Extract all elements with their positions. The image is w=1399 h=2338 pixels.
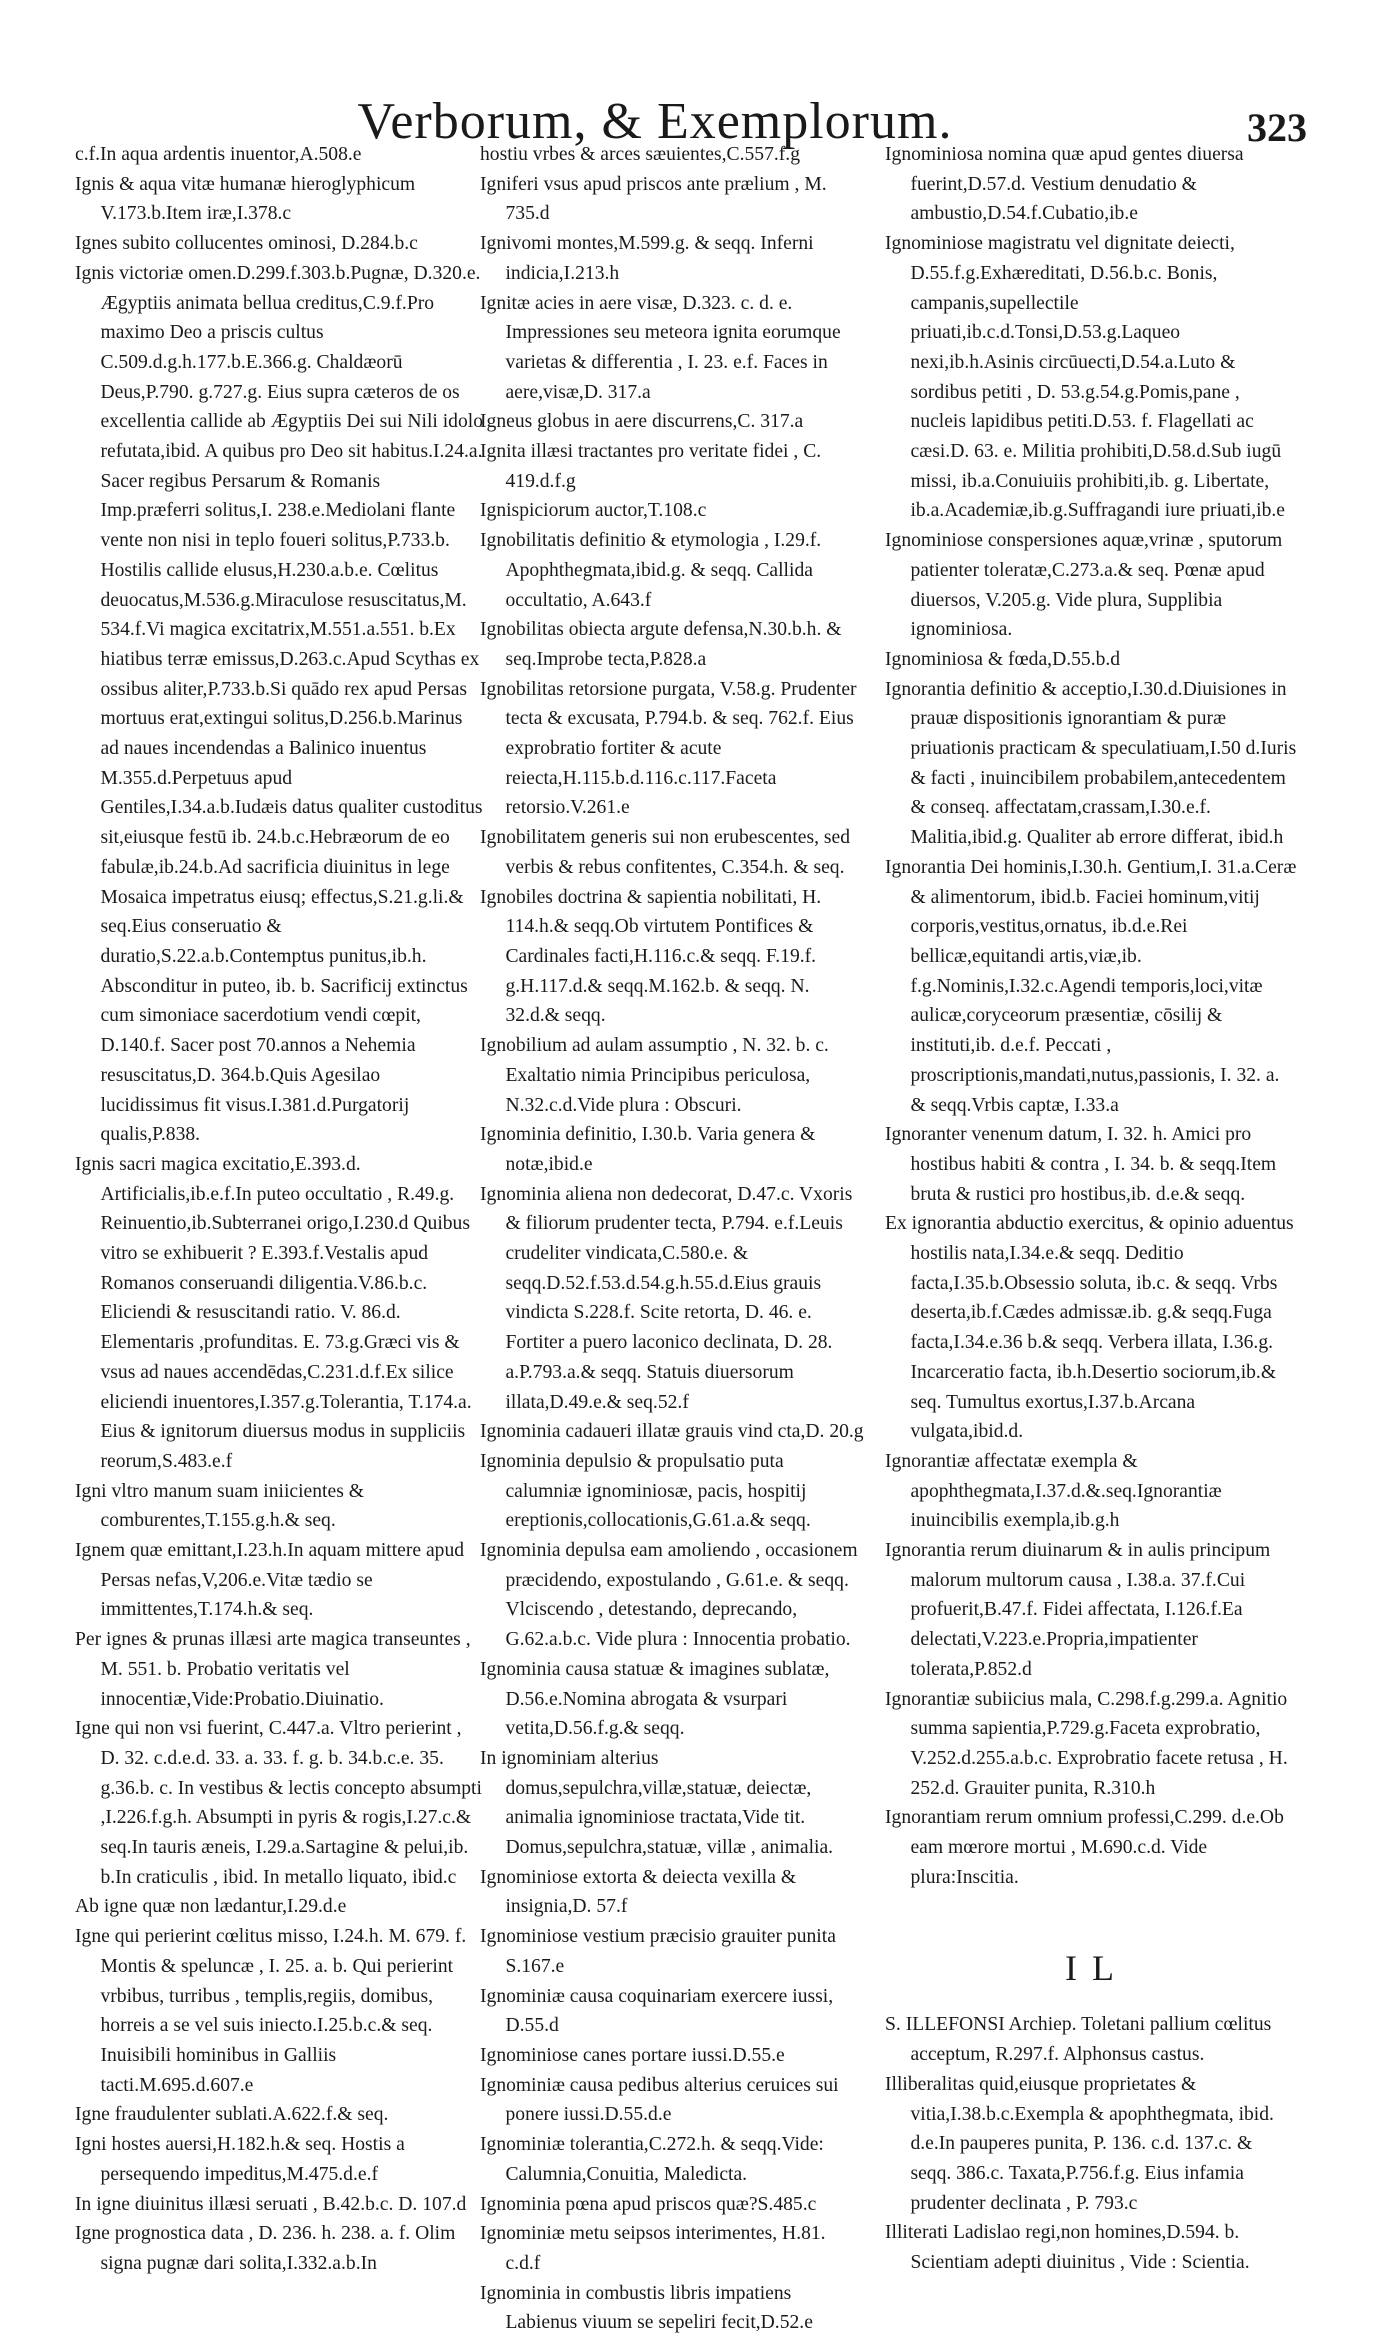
index-entry: Ignominia depulsio & propulsatio puta calumniæ ignominiosæ, pacis, hospitij ereptionis,collocationis,G.61.a.& seqq. — [480, 1450, 811, 1532]
index-entry: Ignominia in combustis libris impatiens Labienus viuum se sepeliri fecit,D.52.e — [480, 2282, 813, 2334]
index-entry: Igneus globus in aere discurrens,C. 317.a — [480, 411, 804, 433]
index-entry: Ab igne quæ non lædantur,I.29.d.e — [75, 1896, 347, 1918]
index-entry: Illiberalitas quid,eiusque proprietates & vitia,I.38.b.c.Exempla & apophthegmata, ibid. d.e.In pauperes punita, P. 136. c.d. 137.c. & seqq. 386.c. Taxata,P.756.f.g. Eius infamia prudenter declinata , P. 793.c — [885, 2073, 1274, 2214]
index-entry: Per ignes & prunas illæsi arte magica transeuntes , M. 551. b. Probatio veritatis vel innocentiæ,Vide:Probatio.Diuinatio. — [75, 1629, 471, 1710]
index-entry: c.f.In aqua ardentis inuentor,A.508.e — [75, 144, 362, 165]
index-entry: Ignispiciorum auctor,T.108.c — [480, 500, 707, 522]
index-entry: Ignominia definitio, I.30.b. Varia genera & notæ,ibid.e — [480, 1124, 816, 1175]
index-entry: Ignorantiæ subiicius mala, C.298.f.g.299.a. Agnitio summa sapientia,P.729.g.Faceta exprobratio, V.252.d.255.a.b.c. Exprobratio facete retusa , H. 252.d. Grauiter punita, R.310.h — [885, 1688, 1288, 1799]
index-entry: hostiu vrbes & arces sæuientes,C.557.f.g — [480, 144, 800, 165]
index-entry: Ignis sacri magica excitatio,E.393.d. Artificialis,ib.e.f.In puteo occultatio , R.49.g. Reinuentio,ib.Subterranei origo,I.230.d Quibus vitro se exhibuerit ? E.393.f.Vestalis apud Romanos conseruandi diligentia.V.86.b.c. Eliciendi & resuscitandi ratio. V. 86.d. Elementaris ,profunditas. E. 73.g.Græci vis & vsus ad naues accendēdas,C.231.d.f.Ex silice eliciendi inuentores,I.357.g.Tolerantia, T.174.a. Eius & ignitorum diuersus modus in suppliciis reorum,S.483.e.f — [75, 1153, 472, 1472]
index-entry: Ignominiosa & fœda,D.55.b.d — [885, 648, 1121, 670]
index-entry: Ignominia pœna apud priscos quæ?S.485.c — [480, 2193, 817, 2215]
index-entry: S. ILLEFONSI Archiep. Toletani pallium cœlitus acceptum, R.297.f. Alphonsus castus. — [885, 2014, 1272, 2066]
index-entry: Ignes subito collucentes ominosi, D.284.b.c — [75, 233, 418, 255]
index-entry: In igne diuinitus illæsi seruati , B.42.b.c. D. 107.d — [75, 2193, 467, 2215]
index-entry: Igne qui perierint cœlitus misso, I.24.h. M. 679. f. Montis & speluncæ , I. 25. a. b. Qui perierint vrbibus, turribus , templis,regiis, domibus, horreis a se vel suis iniecto.I.25.b.c.& seq. Inuisibili hominibus in Galliis tacti.M.695.d.607.e — [75, 1926, 467, 2096]
index-entry: Ignobilitatem generis sui non erubescentes, sed verbis & rebus confitentes, C.354.h. & seq. — [480, 827, 851, 878]
index-entry: Ignominiæ tolerantia,C.272.h. & seqq.Vide: Calumnia,Conuitia, Maledicta. — [480, 2134, 824, 2185]
index-entry: Ignominia causa statuæ & imagines sublatæ, D.56.e.Nomina abrogata & vsurpari vetita,D.56.f.g.& seqq. — [480, 1658, 830, 1740]
index-entry: Ignominia cadaueri illatæ grauis vind cta,D. 20.g — [480, 1421, 864, 1443]
index-column-right — [885, 140, 1297, 2274]
index-column-left — [75, 140, 484, 2274]
index-entry: In ignominiam alterius domus,sepulchra,villæ,statuæ, deiectæ, animalia ignominiose tractata,Vide tit. Domus,sepulchra,statuæ, villæ , animalia. — [480, 1747, 834, 1859]
index-entry: Igne prognostica data , D. 236. h. 238. a. f. Olim signa pugnæ dari solita,I.332.a.b.In — [75, 2223, 456, 2274]
index-entry: Illiterati Ladislao regi,non homines,D.594. b. Scientiam adepti diuinitus , Vide : Scientia. — [885, 2222, 1250, 2274]
index-entry: Ignominiose magistratu vel dignitate deiecti, D.55.f.g.Exhæreditati, D.56.b.c. Bonis, campanis,supellectile priuati,ib.c.d.Tonsi,D.53.g.Laqueo nexi,ib.h.Asinis circūuecti,D.54.a.Luto & sordibus petiti , D. 53.g.54.g.Pomis,pane , nucleis lapidibus petiti.D.53. f. Flagellati ac cæsi.D. 63. e. Militia prohibiti,D.58.d.Sub iugū missi, ib.a.Conuiuiis prohibiti,ib. g. Libertate, ib.a.Academiæ,ib.g.Suffragandi iure priuati,ib.e — [885, 233, 1286, 522]
index-entry: Ignobilitatis definitio & etymologia , I.29.f. Apophthegmata,ibid.g. & seqq. Callida occultatio, A.643.f — [480, 530, 822, 611]
index-entry: Ignitæ acies in aere visæ, D.323. c. d. e. Impressiones seu meteora ignita eorumque varietas & differentia , I. 23. e.f. Faces in aere,visæ,D. 317.a — [480, 292, 841, 403]
index-entry: Ignobilium ad aulam assumptio , N. 32. b. c. Exaltatio nimia Principibus periculosa, N.32.c.d.Vide plura : Obscuri. — [480, 1035, 829, 1116]
index-entry: Ignominiose extorta & deiecta vexilla & insignia,D. 57.f — [480, 1866, 797, 1918]
index-entry: Ex ignorantia abductio exercitus, & opinio aduentus hostilis nata,I.34.e.& seqq. Deditio facta,I.35.b.Obsessio soluta, ib.c. & seqq. Vrbs deserta,ib.f.Cædes admissæ.ib. g.& seqq.Fuga facta,I.34.e.36 b.& seqq. Verbera illata, I.36.g. Incarceratio facta, ib.h.Desertio sociorum,ib.& seq. Tumultus exortus,I.37.b.Arcana vulgata,ibid.d. — [885, 1213, 1294, 1443]
index-entry: Ignorantia Dei hominis,I.30.h. Gentium,I. 31.a.Ceræ & alimentorum, ibid.b. Faciei hominum,vitij corporis,vestitus,ornatus, ib.d.e.Rei bellicæ,equitandi artis,viæ,ib. f.g.Nominis,I.32.c.Agendi temporis,loci,vitæ aulicæ,coryceorum præsentiæ, cōsilij & instituti,ib. d.e.f. Peccati , proscriptionis,mandati,nutus,passionis, I. 32. a. & seqq.Vrbis captæ, I.33.a — [885, 856, 1297, 1116]
index-entry: Ignis victoriæ omen.D.299.f.303.b.Pugnæ, D.320.e. Ægyptiis animata bellua creditus,C.9.f.Pro maximo Deo a priscis cultus C.509.d.g.h.177.b.E.366.g. Chaldæorū Deus,P.790. g.727.g. Eius supra cæteros de os excellentia callide ab Ægyptiis Dei sui Nili idolo refutata,ibid. A quibus pro Deo sit habitus.I.24.a. Sacer regibus Persarum & Romanis Imp.præferri solitus,I. 238.e.Mediolani flante vente non nisi in teplo foueri solitus,P.733.b. Hostilis callide elusus,H.230.a.b.e. Cœlitus deuocatus,M.536.g.Miraculose resuscitatus,M. 534.f.Vi magica excitatrix,M.551.a.551. b.Ex hiatibus terræ emissus,D.263.c.Apud Scythas ex ossibus aliter,P.733.b.Si quādo rex apud Persas mortuus erat,extingui solitus,D.256.b.Marinus ad naues incendendas a Balinico inuentus M.355.d.Perpetuus apud Gentiles,I.34.a.b.Iudæis datus qualiter custoditus sit,eiusque festū ib. 24.b.c.Hebræorum de eo fabulæ,ib.24.b.Ad sacrificia diuinitus in lege Mosaica impetratus eiusq; effectus,S.21.g.li.& seq.Eius conseruatio & duratio,S.22.a.b.Contemptus punitus,ib.h. Absconditur in puteo, ib. b. Sacrificij extinctus cum simoniace sacerdotium vendi cœpit, D.140.f. Sacer post 70.annos a Nehemia resuscitatus,D. 364.b.Quis Agesilao lucidissimus fit visus.I.381.d.Purgatorij qualis,P.838. — [75, 262, 484, 1146]
index-entry: Ignorantia definitio & acceptio,I.30.d.Diuisiones in prauæ dispositionis ignorantiam & puræ priuationis practicam & speculatiuam,I.50 d.Iuris & facti , inuincibilem probabilem,antecedentem & conseq. affectatam,crassam,I.30.e.f. Malitia,ibid.g. Qualiter ab errore differat, ibid.h — [885, 678, 1297, 849]
index-entry: Igne qui non vsi fuerint, C.447.a. Vltro perierint , D. 32. c.d.e.d. 33. a. 33. f. g. b. 34.b.c.e. 35. g.36.b. c. In vestibus & lectis concepto absumpti ,I.226.f.g.h. Absumpti in pyris & rogis,I.27.c.& seq.In tauris æneis, I.29.a.Sartagine & pelui,ib. b.In craticulis , ibid. In metallo liquato, ibid.c — [75, 1718, 482, 1888]
index-entry: Ignorantiæ affectatæ exempla & apophthegmata,I.37.d.&.seq.Ignorantiæ inuincibilis exempla,ib.g.h — [885, 1450, 1222, 1532]
index-entry: Ignominiose canes portare iussi.D.55.e — [480, 2045, 785, 2066]
index-entry: Ignominiosa nomina quæ apud gentes diuersa fuerint,D.57.d. Vestium denudatio & ambustio,D.54.f.Cubatio,ib.e — [885, 144, 1244, 225]
index-entry: Ignominiose conspersiones aquæ,vrinæ , sputorum patienter toleratæ,C.273.a.& seq. Pœnæ apud diuersos, V.205.g. Vide plura, Supplibia ignominiosa. — [885, 530, 1283, 641]
index-entry: Ignivomi montes,M.599.g. & seqq. Inferni indicia,I.213.h — [480, 233, 814, 284]
index-entry: Ignominia aliena non dedecorat, D.47.c. Vxoris & filiorum prudenter tecta, P.794. e.f.Leuis crudeliter vindicata,C.580.e. & seqq.D.52.f.53.d.54.g.h.55.d.Eius grauis vindicta S.228.f. Scite retorta, D. 46. e. Fortiter a puero laconico declinata, D. 28. a.P.793.a.& seqq. Statuis diuersorum illata,D.49.e.& seq.52.f — [480, 1183, 853, 1413]
index-entry: Ignoranter venenum datum, I. 32. h. Amici pro hostibus habiti & contra , I. 34. b. & seqq.Item bruta & rustici pro hostibus,ib. d.e.& seqq. — [885, 1124, 1277, 1205]
index-entry: Ignominia depulsa eam amoliendo , occasionem præcidendo, expostulando , G.61.e. & seqq. Vlciscendo , detestando, deprecando, G.62.a.b.c. Vide plura : Innocentia probatio. — [480, 1540, 858, 1651]
section-heading-il: I L — [1065, 1948, 1117, 1989]
index-entry: Ignominiose vestium præcisio grauiter punita S.167.e — [480, 1926, 836, 1977]
index-entry: Ignominiæ causa coquinariam exercere iussi, D.55.d — [480, 1985, 834, 2037]
index-entry: Ignominiæ causa pedibus alterius ceruices sui ponere iussi.D.55.d.e — [480, 2074, 839, 2126]
index-entry: Ignominiæ metu seipsos interimentes, H.81. c.d.f — [480, 2223, 826, 2274]
index-entry: Ignobiles doctrina & sapientia nobilitati, H. 114.h.& seqq.Ob virtutem Pontifices & Cardinales facti,H.116.c.& seqq. F.19.f. g.H.117.d.& seqq.M.162.b. & seqq. N. 32.d.& seqq. — [480, 886, 822, 1027]
index-entry: Ignem quæ emittant,I.23.h.In aquam mittere apud Persas nefas,V,206.e.Vitæ tædio se immittentes,T.174.h.& seq. — [75, 1540, 465, 1621]
index-entry: Ignis & aqua vitæ humanæ hieroglyphicum V.173.b.Item iræ,I.378.c — [75, 173, 416, 225]
index-entry: Igni vltro manum suam iniicientes & comburentes,T.155.g.h.& seq. — [75, 1480, 364, 1532]
page-number: 323 — [1247, 105, 1307, 150]
index-entry: Ignobilitas obiecta argute defensa,N.30.b.h. & seq.Improbe tecta,P.828.a — [480, 619, 842, 670]
index-entry: Igni hostes auersi,H.182.h.& seq. Hostis a persequendo impeditus,M.475.d.e.f — [75, 2134, 405, 2185]
index-entry: Ignobilitas retorsione purgata, V.58.g. Prudenter tecta & excusata, P.794.b. & seq. 762.f. Eius exprobratio fortiter & acute reiecta,H.115.b.d.116.c.117.Faceta retorsio.V.261.e — [480, 678, 857, 819]
index-entry: Ignorantia rerum diuinarum & in aulis principum malorum multorum causa , I.38.a. 37.f.Cui profuerit,B.47.f. Fidei affectata, I.126.f.Ea delectati,V.223.e.Propria,impatienter tolerata,P.852.d — [885, 1540, 1271, 1680]
index-entry: Ignorantiam rerum omnium professi,C.299. d.e.Ob eam mœrore mortui , M.690.c.d. Vide plura:Inscitia. — [885, 1807, 1284, 1888]
index-column-middle — [480, 140, 864, 2334]
index-entry: Igniferi vsus apud priscos ante prælium , M. 735.d — [480, 173, 827, 225]
index-entry: Igne fraudulenter sublati.A.622.f.& seq. — [75, 2104, 389, 2126]
running-title: Verborum, & Exemplorum. — [357, 93, 953, 150]
index-entry: Ignita illæsi tractantes pro veritate fidei , C. 419.d.f.g — [480, 441, 822, 492]
